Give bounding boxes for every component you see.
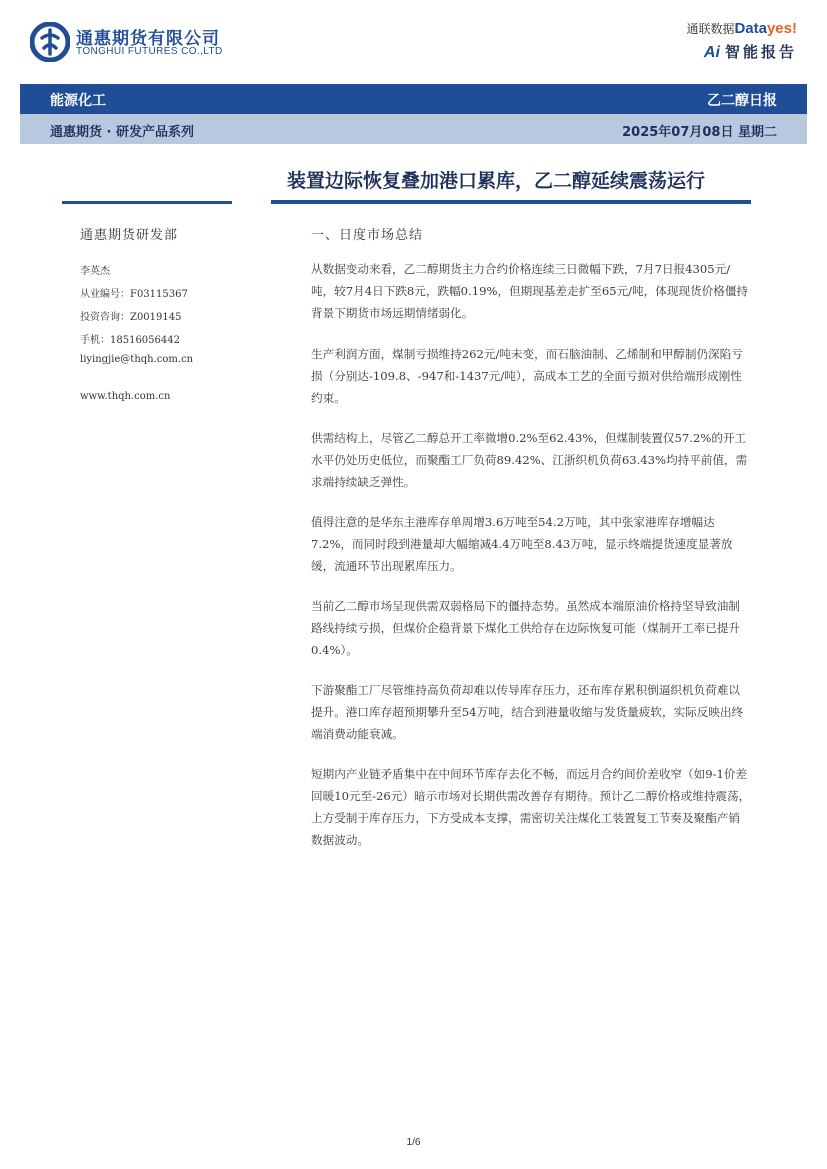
analyst-name: 李英杰	[80, 266, 110, 277]
company-name-en: TONGHUI FUTURES CO.,LTD	[76, 46, 223, 57]
website-link: www.thqh.com.cn	[80, 391, 171, 402]
ai-mark: Ai	[703, 44, 720, 61]
company-logo	[30, 22, 230, 62]
banner-top	[20, 84, 807, 114]
company-name-cn: 通惠期货有限公司	[76, 29, 220, 49]
ai-report-line	[686, 41, 797, 62]
datayes-yes: yes!	[766, 20, 797, 37]
banner-date: 2025年07月08日 星期二	[622, 125, 777, 140]
tonghui-logo-icon	[30, 22, 70, 62]
datayes-line	[686, 20, 797, 37]
datayes-cn: 通联数据	[686, 22, 735, 36]
phone-number: 手机：18516056442	[80, 335, 180, 346]
consult-number: 投资咨询：Z0019145	[80, 312, 182, 323]
paragraph: 供需结构上，尽管乙二醇总开工率微增0.2%至62.43%，但煤制装置仅57.2%的开工水平仍处历史低位，而聚酯工厂负荷89.42%、江浙织机负荷63.43%均持平前值，需求端持续缺乏弹性。	[311, 431, 748, 489]
banner-report-type: 乙二醇日报	[707, 93, 777, 109]
section-heading: 一、日度市场总结	[311, 228, 424, 243]
banner-series: 通惠期货 · 研发产品系列	[50, 125, 194, 140]
ai-report-text: 智能报告	[724, 43, 797, 61]
department-name: 通惠期货研发部	[80, 228, 179, 243]
license-number: 从业编号：F03115367	[80, 289, 188, 300]
paragraph: 当前乙二醇市场呈现供需双弱格局下的僵持态势。虽然成本端原油价格持坚导致油制路线持续亏损，但煤价企稳背景下煤化工供给存在边际恢复可能（煤制开工率已提升0.4%）。	[311, 599, 740, 657]
report-title: 装置边际恢复叠加港口累库，乙二醇延续震荡运行	[287, 170, 706, 192]
paragraph: 值得注意的是华东主港库存单周增3.6万吨至54.2万吨，其中张家港库存增幅达7.2%，而同时段到港量却大幅缩减4.4万吨至8.43万吨，显示终端提货速度显著放缓，流通环节出现累库压力。	[311, 515, 733, 573]
datayes-brand	[686, 20, 797, 62]
page-number: 1/6	[406, 1137, 421, 1148]
banner-sub	[20, 114, 807, 144]
paragraph: 生产利润方面，煤制亏损维持262元/吨未变，而石脑油制、乙烯制和甲醇制仍深陷亏损（分别达-109.8、-947和-1437元/吨），高成本工艺的全面亏损对供给端形成刚性约束。	[311, 347, 743, 405]
email-address: liyingjie@thqh.com.cn	[80, 354, 194, 365]
banner-sector: 能源化工	[50, 93, 106, 109]
title-rule	[271, 200, 751, 204]
datayes-en: Data	[734, 20, 767, 37]
paragraph: 从数据变动来看，乙二醇期货主力合约价格连续三日微幅下跌，7月7日报4305元/吨，较7月4日下跌8元，跌幅0.19%，但期现基差走扩至65元/吨，体现现货价格僵持背景下期货市场远期情绪弱化。	[311, 262, 749, 320]
paragraph: 短期内产业链矛盾集中在中间环节库存去化不畅，而远月合约间价差收窄（如9-1价差回暖10元至-26元）暗示市场对长期供需改善存有期待。预计乙二醇价格或维持震荡，上方受制于库存压力，下方受成本支撑，需密切关注煤化工装置复工节奏及聚酯产销数据波动。	[311, 767, 751, 847]
paragraph: 下游聚酯工厂尽管维持高负荷却难以传导库存压力，还布库存累积倒逼织机负荷难以提升。港口库存超预期攀升至54万吨，结合到港量收缩与发货量疲软，实际反映出终端消费动能衰减。	[311, 683, 744, 741]
sidebar-rule	[62, 201, 232, 204]
